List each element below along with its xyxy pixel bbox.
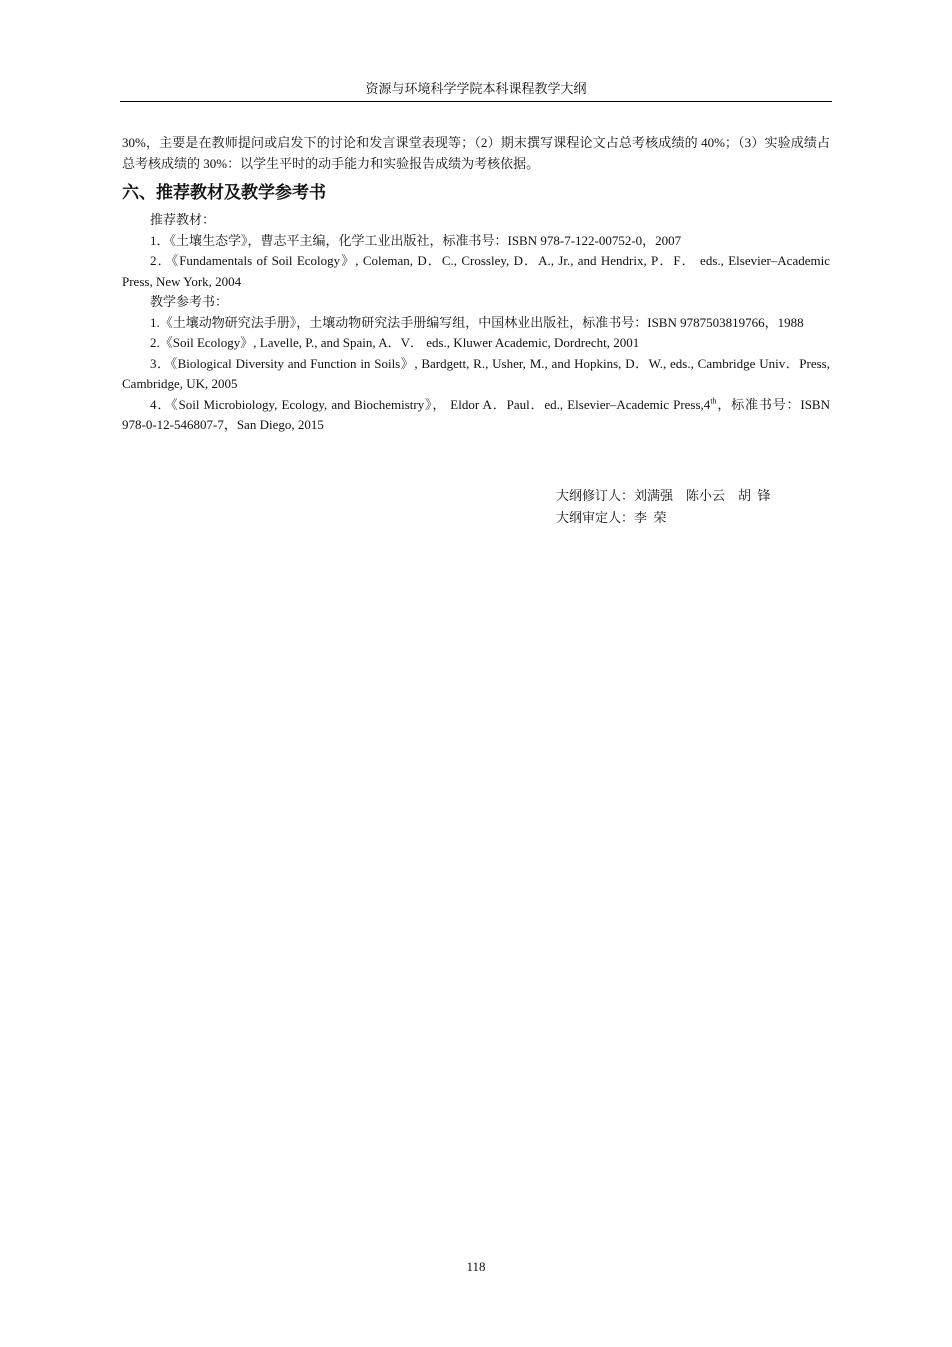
textbook-item: 2．《Fundamentals of Soil Ecology》, Coleman, D．C., Crossley, D．A., Jr., and Hendrix, P．F． eds., Elsevier–Academic Press, New York, 2004	[122, 253, 830, 289]
document-body	[122, 133, 830, 436]
reference-4-tail: ，标准书号：ISBN 978-0-12-546807-7，San Diego, 2015	[122, 396, 830, 432]
page-number: 118	[466, 1259, 486, 1274]
revisers-line: 大纲修订人：刘满强 陈小云 胡 锋	[556, 488, 771, 503]
reference-4-main: 4．《Soil Microbiology, Ecology, and Biochemistry》， Eldor A．Paul．ed., Elsevier–Academic Press,4	[150, 396, 711, 412]
page-header-title: 资源与环境科学学院本科课程教学大纲	[365, 81, 587, 96]
textbooks-label: 推荐教材：	[150, 212, 216, 227]
references-label: 教学参考书：	[150, 294, 229, 309]
textbook-item: 1．《土壤生态学》，曹志平主编，化学工业出版社，标准书号：ISBN 978-7-122-00752-0，2007	[150, 232, 682, 248]
header-divider	[120, 101, 832, 102]
reference-item	[122, 395, 830, 436]
section-heading: 六、推荐教材及教学参考书	[122, 183, 326, 203]
reviewer-line: 大纲审定人：李 荣	[556, 510, 667, 525]
reference-item: 3．《Biological Diversity and Function in Soils》, Bardgett, R., Usher, M., and Hopkins, D．W., eds., Cambridge Univ．Press, Cambridge, UK, 2005	[122, 355, 830, 391]
assessment-paragraph: 30%，主要是在教师提问或启发下的讨论和发言课堂表现等；（2）期末撰写课程论文占总考核成绩的 40%；（3）实验成绩占总考核成绩的 30%：以学生平时的动手能力和实验报告成绩为考核依据。	[122, 135, 830, 171]
signature-block	[556, 485, 771, 529]
reference-item: 2.《Soil Ecology》, Lavelle, P., and Spain, A．V． eds., Kluwer Academic, Dordrecht, 2001	[150, 335, 640, 350]
reference-item: 1.《土壤动物研究法手册》，土壤动物研究法手册编写组，中国林业出版社，标准书号：ISBN 9787503819766，1988	[150, 314, 804, 330]
reference-4-superscript: th	[710, 396, 717, 406]
